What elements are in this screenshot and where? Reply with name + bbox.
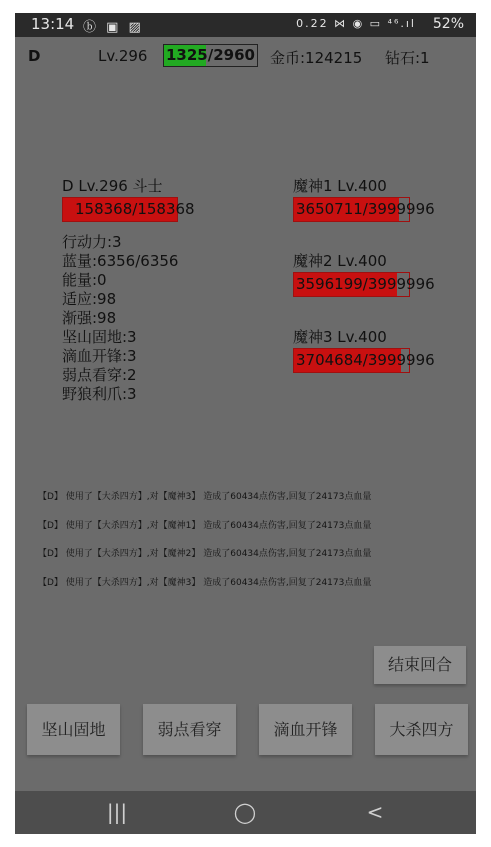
battle-log-line-2: 【D】 使用了【大杀四方】,对【魔神1】 造成了60434点伤害,回复了24173点血量: [38, 521, 372, 531]
player-level: Lv.296: [98, 47, 148, 65]
stat-skill-2: 滴血开锋:3: [62, 347, 137, 365]
skill-button-3[interactable]: 滴血开锋: [259, 704, 352, 755]
signal-wifi-icons: 0.22 ⋈ ◉ ▭ ⁴⁶.ıl: [296, 17, 416, 30]
player-hud: [15, 43, 476, 71]
stat-mana: 蓝量:6356/6356: [62, 252, 179, 270]
skill-button-4[interactable]: 大杀四方: [375, 704, 468, 755]
enemy-1-hp-bar: [293, 197, 435, 222]
battle-log-line-1: 【D】 使用了【大杀四方】,对【魔神3】 造成了60434点伤害,回复了24173点血量: [38, 492, 372, 502]
player-stats: [62, 233, 178, 404]
battle-log-line-3: 【D】 使用了【大杀四方】,对【魔神2】 造成了60434点伤害,回复了24173点血量: [38, 549, 372, 559]
player-hp-text: 158368/158368: [75, 200, 195, 218]
enemy-1-title: 魔神1 Lv.400: [293, 177, 387, 195]
skill-button-2[interactable]: 弱点看穿: [143, 704, 236, 755]
enemy-2-hp-bar: [293, 272, 435, 297]
stat-adapt: 适应:98: [62, 290, 117, 308]
diamond-counter: 钻石:1: [385, 49, 430, 67]
status-bar: [15, 13, 476, 37]
battle-log-line-4: 【D】 使用了【大杀四方】,对【魔神3】 造成了60434点伤害,回复了24173点血量: [38, 578, 372, 588]
stat-skill-4: 野狼利爪:3: [62, 385, 137, 403]
player-name: D: [28, 47, 41, 65]
home-button[interactable]: ◯: [233, 800, 257, 824]
stat-action-points: 行动力:3: [62, 233, 122, 251]
notification-icons: ⓑ ▣ ▨: [83, 20, 144, 35]
xp-bar: [163, 44, 258, 67]
enemy-2-hp-text: 3596199/3999996: [296, 275, 435, 293]
skill-button-1[interactable]: 坚山固地: [27, 704, 120, 755]
enemy-1-hp-text: 3650711/3999996: [296, 200, 435, 218]
end-turn-button[interactable]: 结束回合: [374, 646, 466, 684]
gold-counter: 金币:124215: [270, 49, 363, 67]
enemy-3-hp-bar: [293, 348, 435, 373]
stat-crescendo: 渐强:98: [62, 309, 117, 327]
player-title: D Lv.296 斗士: [62, 177, 163, 195]
stat-energy: 能量:0: [62, 271, 107, 289]
status-time: 13:14: [31, 15, 75, 33]
enemy-3-hp-text: 3704684/3999996: [296, 351, 435, 369]
stat-skill-3: 弱点看穿:2: [62, 366, 137, 384]
player-hp-bar: [62, 197, 195, 222]
system-nav-bar: [15, 791, 476, 834]
battery-indicator: 52%: [432, 16, 464, 32]
app-screen: [15, 13, 476, 834]
xp-text: 1325/2960: [166, 46, 255, 64]
enemy-3-title: 魔神3 Lv.400: [293, 328, 387, 346]
enemy-2-title: 魔神2 Lv.400: [293, 252, 387, 270]
stat-skill-1: 坚山固地:3: [62, 328, 137, 346]
back-button[interactable]: <: [366, 800, 384, 824]
recent-apps-button[interactable]: |||: [106, 800, 128, 824]
